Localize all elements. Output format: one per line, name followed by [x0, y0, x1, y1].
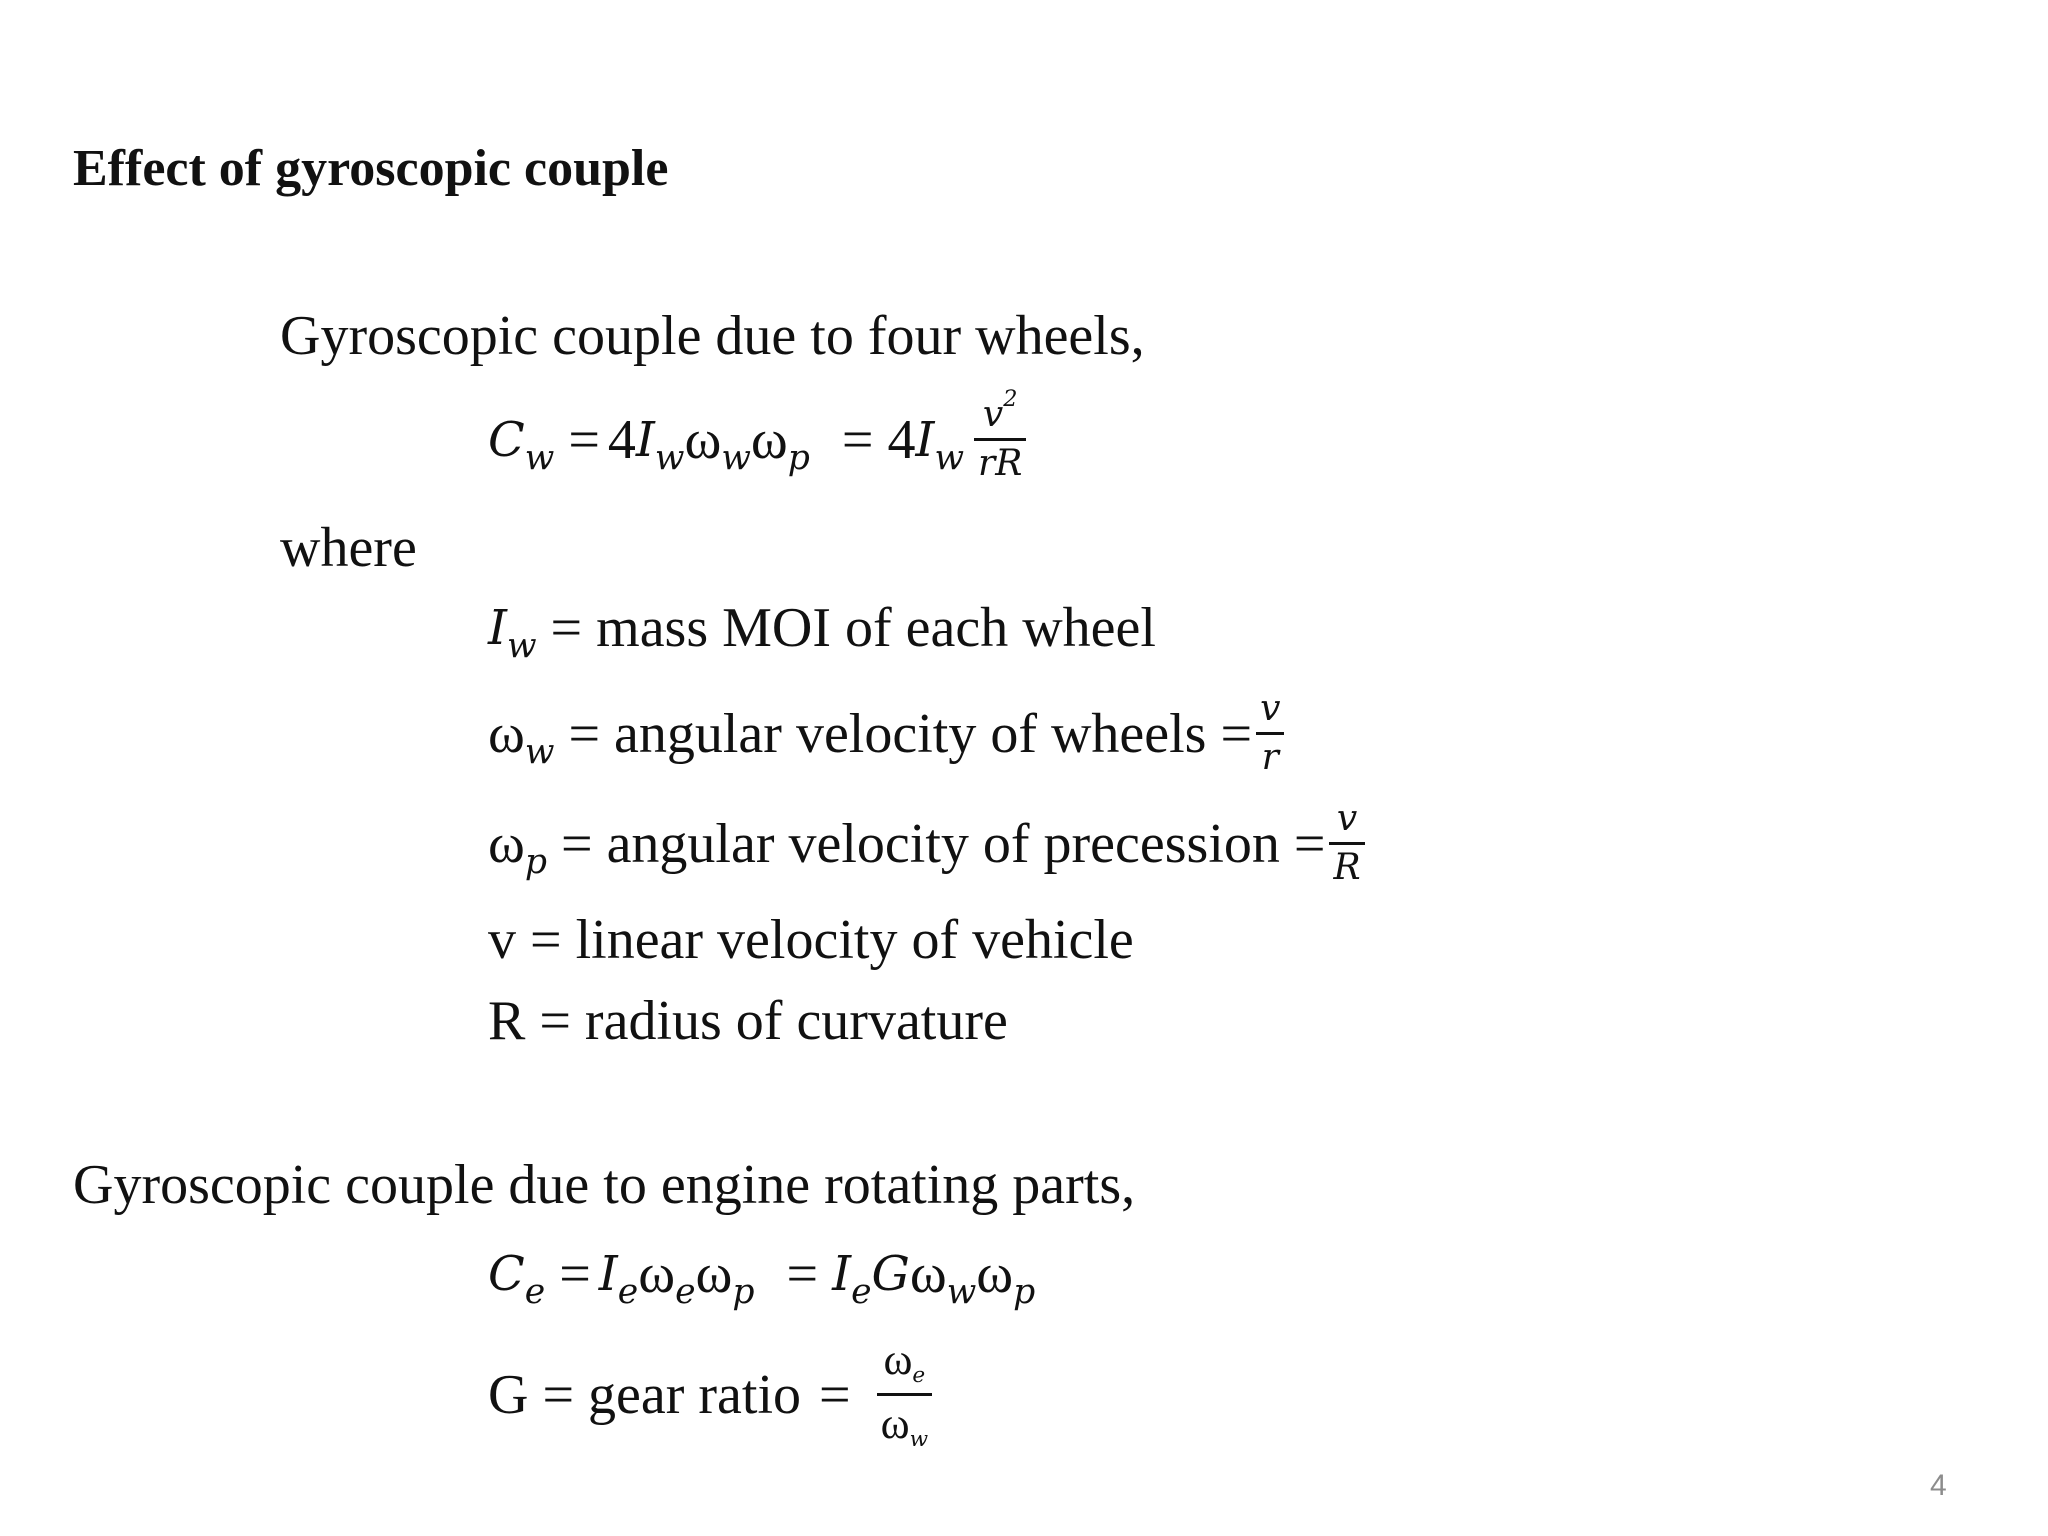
slide-title: Effect of gyroscopic couple — [73, 140, 669, 197]
engine-equation: $C_e$ = $I_e$ ω $_e$ ω $_p$ = $I_e$ G ω $_w$ ω $_p$ — [488, 1243, 1036, 1313]
def-omega-p: ω $_p$ = angular velocity of precession = $\frac{v}{R}$ — [488, 796, 1369, 891]
engine-intro: Gyroscopic couple due to engine rotating parts, — [73, 1154, 1136, 1216]
def-omega-w: ω $_w$ = angular velocity of wheels = $\frac{v}{r}$ — [488, 686, 1288, 781]
where-label: where — [280, 517, 417, 579]
four-wheels-intro: Gyroscopic couple due to four wheels, — [280, 305, 1145, 367]
gear-ratio-fraction: $\frac{\omega_e}{\omega_w}$ — [877, 1332, 932, 1457]
four-wheels-equation: $C_w$ = 4 $I_w$ ω $_w$ ω $_p$ = 4 $I_w$ $\frac{v^2}{rR}$ — [488, 392, 1030, 487]
def-R: R = radius of curvature — [488, 990, 1008, 1052]
v2-over-rR-fraction: $\frac{v^2}{rR}$ — [974, 392, 1026, 487]
page-number: 4 — [1930, 1469, 1947, 1502]
v-over-r-fraction: $\frac{v}{r}$ — [1256, 686, 1284, 781]
eq-lhs: $C_w$ — [488, 411, 555, 478]
def-Iw: $I_w$ = mass MOI of each wheel — [488, 597, 1156, 667]
v-over-R-fraction: $\frac{v}{R}$ — [1329, 796, 1364, 891]
gear-ratio-def: G = gear ratio = $\frac{\omega_e}{\omega_w}$ — [488, 1332, 936, 1457]
def-v: v = linear velocity of vehicle — [488, 909, 1134, 971]
